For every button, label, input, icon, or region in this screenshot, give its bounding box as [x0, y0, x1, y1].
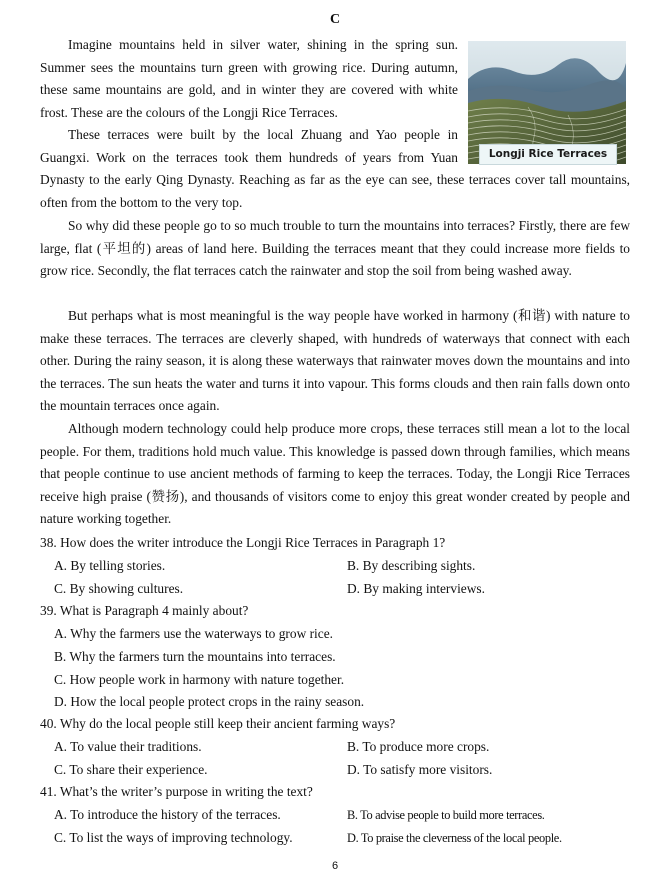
q39-option-d[interactable]: D. How the local people protect crops in the rainy season. [54, 694, 365, 709]
q38-option-a[interactable]: A. By telling stories. [54, 558, 166, 573]
q40-option-c[interactable]: C. To share their experience. [54, 762, 208, 777]
photo-caption: Longji Rice Terraces [479, 144, 617, 165]
q39-option-a[interactable]: A. Why the farmers use the waterways to grow rice. [54, 626, 333, 641]
paragraph-2-container [40, 124, 630, 214]
question-41-stem: 41. What’s the writer’s purpose in writing the text? [40, 784, 313, 799]
q39-option-b[interactable]: B. Why the farmers turn the mountains into terraces. [54, 649, 336, 664]
page-number: 6 [331, 860, 339, 872]
image-wrap-spacer [458, 124, 630, 168]
paragraph-4: But perhaps what is most meaningful is the way people have worked in harmony (和谐) with nature to make these terraces. The terraces are cleverly shaped, with hundreds of waterways that connect with each other. During the rainy season, it is along these waterways that rainwater moves down the mountains and into the terraces. The sun heats the water and turns it into vapour. This forms clouds and then rain falls down onto the mountain terraces once again. [40, 308, 630, 414]
paragraph-2: These terraces were built by the local Zhuang and Yao people in Guangxi. Work on the terraces took them hundreds of years from Yuan Dynasty to the early Qing Dynasty. Reaching as far as the eye can see, these terraces cover tall mountains, often from the bottom to the very top. [40, 127, 630, 210]
q38-option-c[interactable]: C. By showing cultures. [54, 581, 184, 596]
q41-option-c[interactable]: C. To list the ways of improving technology. [54, 830, 293, 845]
q38-option-d[interactable]: D. By making interviews. [347, 581, 485, 596]
paragraph-5: Although modern technology could help produce more crops, these terraces still mean a lot to the local people. For them, traditions hold much value. This knowledge is passed down through families, which means that people continue to use ancient methods of farming to keep the terraces. Today, the Longji Rice Terraces receive high praise (赞扬), and thousands of visitors come to enjoy this great wonder created by people and nature working together. [40, 421, 630, 527]
q40-option-d[interactable]: D. To satisfy more visitors. [347, 762, 493, 777]
q41-option-d[interactable]: D. To praise the cleverness of the local people. [347, 831, 562, 845]
section-letter: C [329, 12, 341, 27]
q39-option-c[interactable]: C. How people work in harmony with nature together. [54, 672, 345, 687]
q41-option-a[interactable]: A. To introduce the history of the terraces. [54, 807, 281, 822]
paragraph-1: Imagine mountains held in silver water, shining in the spring sun. Summer sees the mountains turn green with growing rice. During autumn, these same mountains are gold, and in winter they are covered with white frost. These are the colours of the Longji Rice Terraces. [40, 37, 458, 120]
q38-option-b[interactable]: B. By describing sights. [347, 558, 476, 573]
question-39-stem: 39. What is Paragraph 4 mainly about? [40, 603, 249, 618]
q40-option-b[interactable]: B. To produce more crops. [347, 739, 490, 754]
paragraph-3: So why did these people go to so much trouble to turn the mountains into terraces? Firstly, there are few large, flat (平坦的) areas of land here. Building the terraces meant that they could increase more fields to grow rice. Secondly, the flat terraces catch the rainwater and stop the soil from being washed away. [40, 218, 630, 279]
q40-option-a[interactable]: A. To value their traditions. [54, 739, 202, 754]
q41-option-b[interactable]: B. To advise people to build more terraces. [347, 808, 545, 822]
question-38-stem: 38. How does the writer introduce the Longji Rice Terraces in Paragraph 1? [40, 535, 446, 550]
question-40-stem: 40. Why do the local people still keep their ancient farming ways? [40, 716, 396, 731]
